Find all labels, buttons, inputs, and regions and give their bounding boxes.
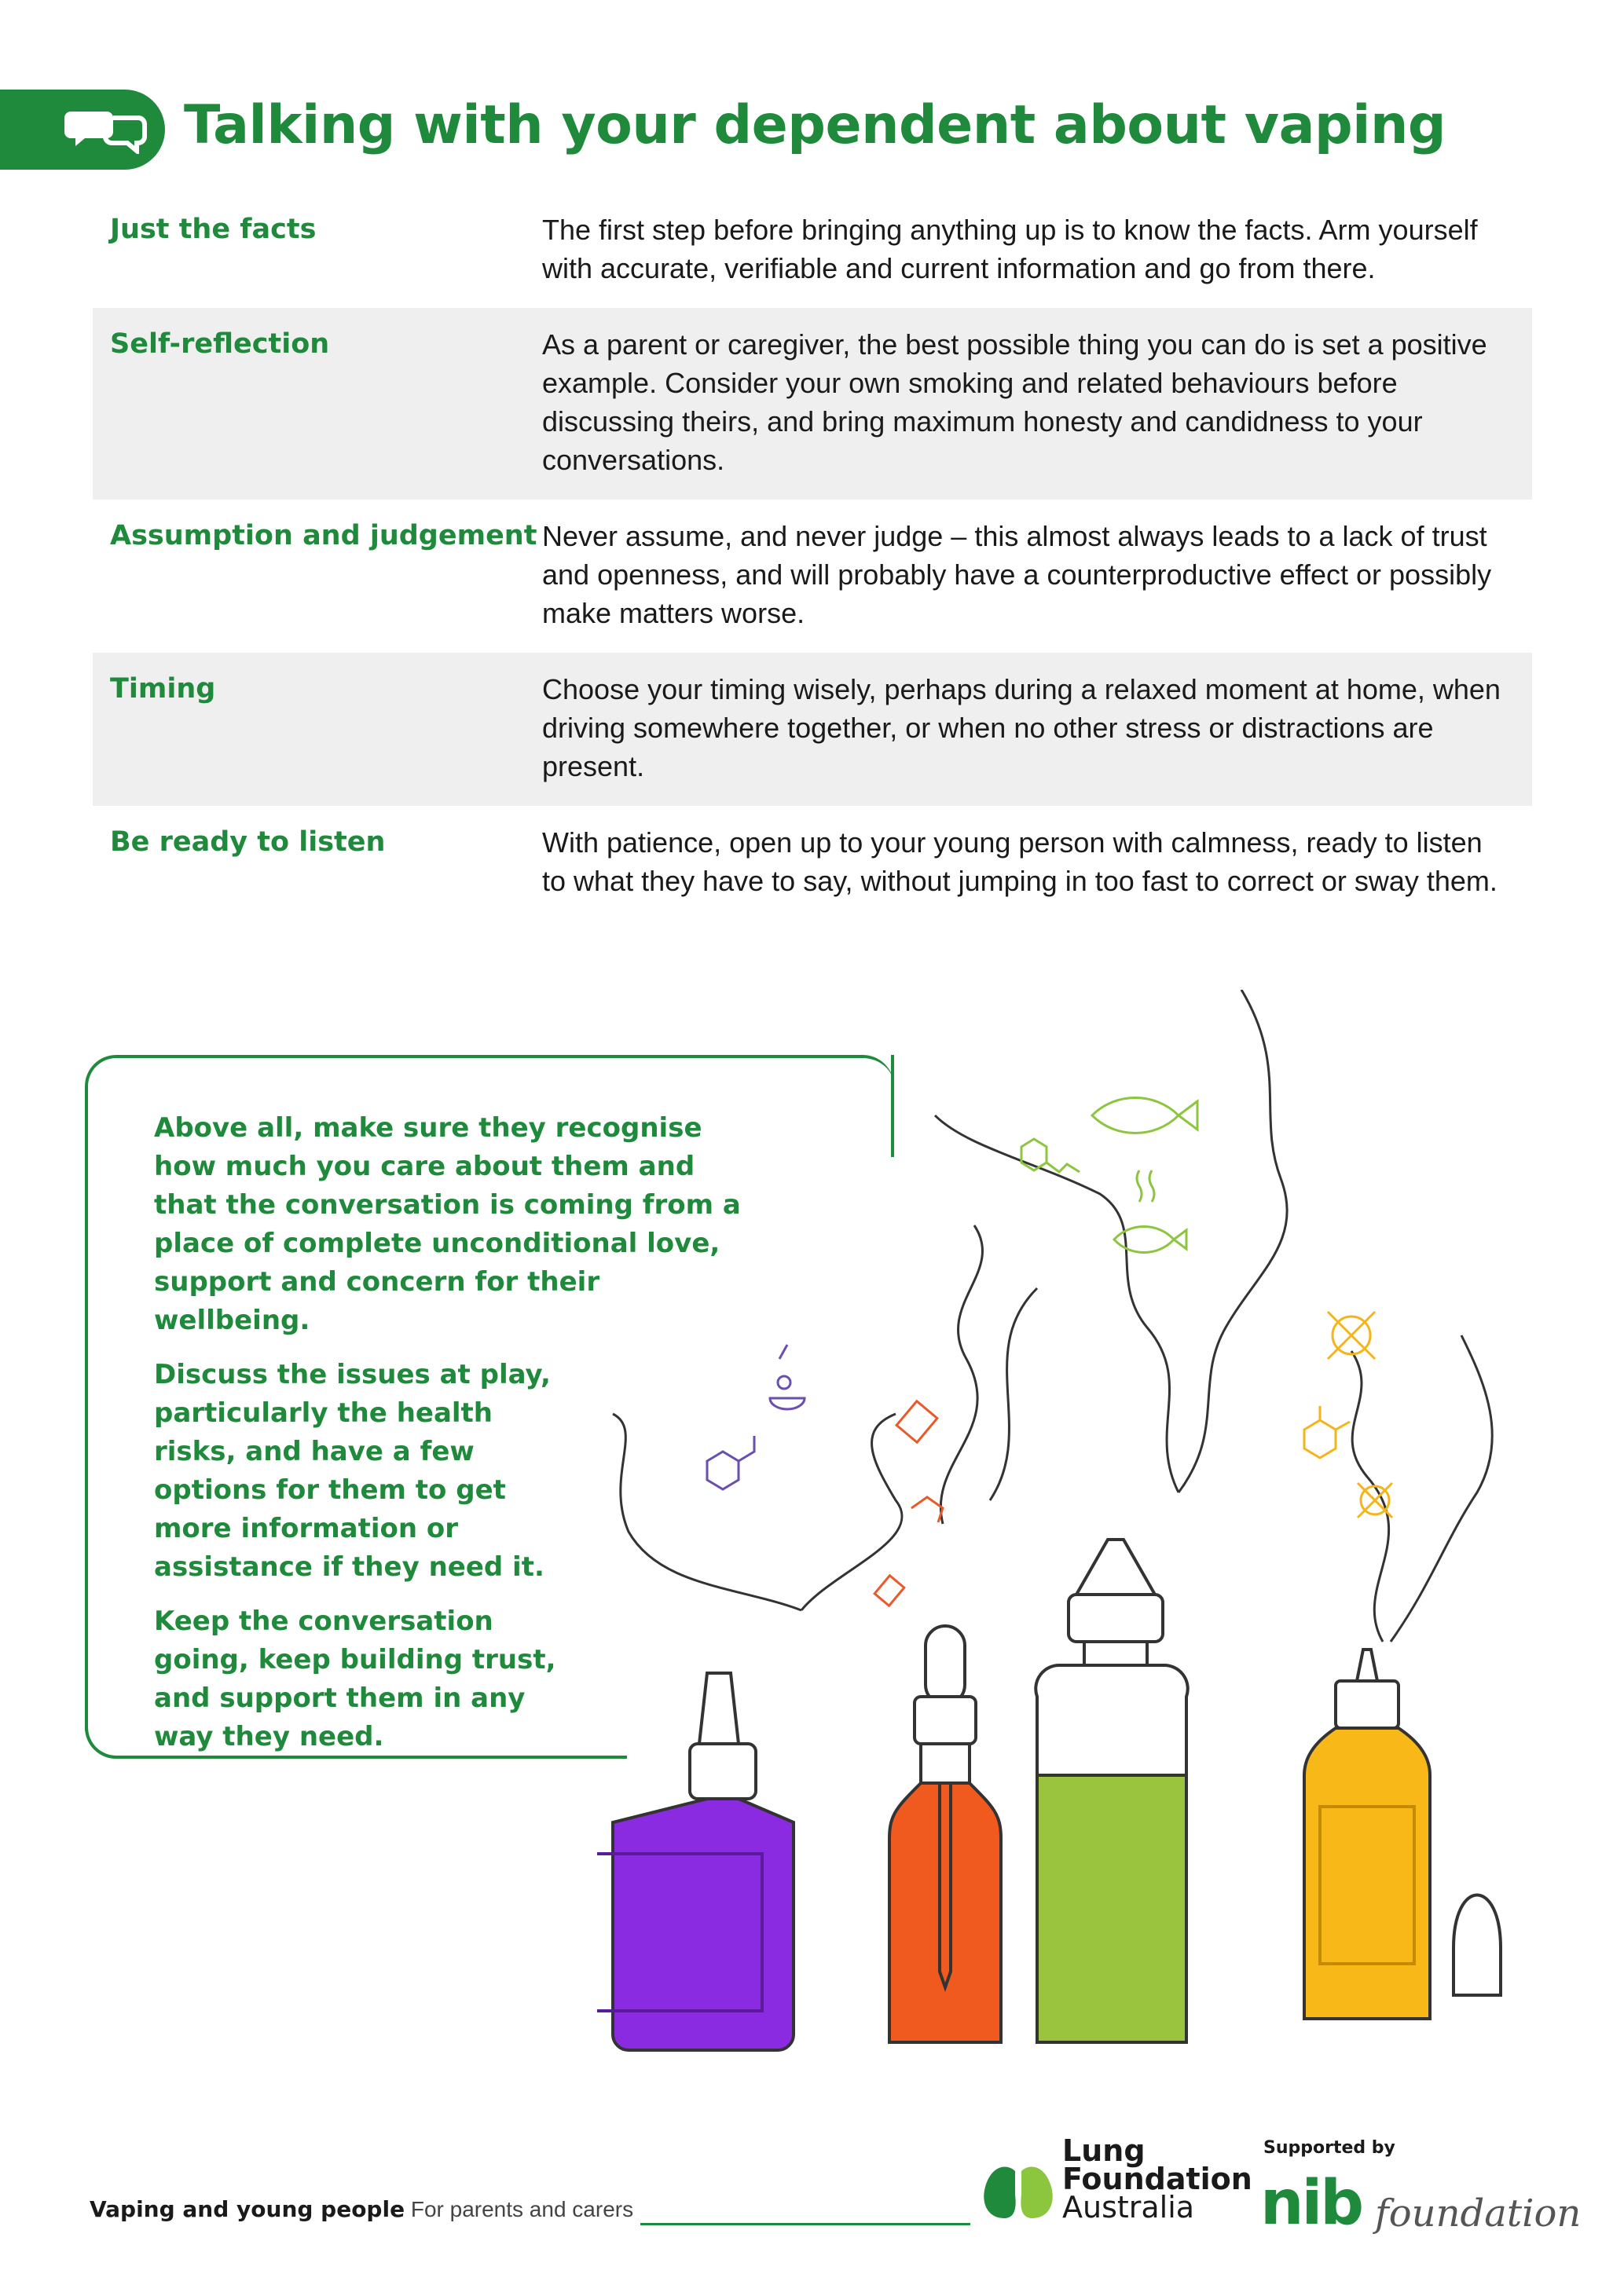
whisk-bowl-icon <box>770 1345 805 1409</box>
footer-divider <box>640 2223 970 2225</box>
purple-bottle <box>597 1673 794 2050</box>
vape-bottles-illustration <box>597 990 1556 2058</box>
callout-paragraph: Keep the conversation going, keep building trust, and support them in any way they need. <box>154 1606 556 1752</box>
chlorophenol-molecule-icon <box>1304 1406 1350 1458</box>
bottle-cap <box>1454 1895 1501 1996</box>
lfa-line: Lung <box>1062 2133 1146 2168</box>
tip-text: With patience, open up to your young person with calmness, ready to listen to what they have to say, without jumping in too fast to correct or sway them. <box>542 826 1498 897</box>
tip-row <box>93 308 1532 500</box>
orange-bottle <box>889 1626 1001 2042</box>
tip-title: Be ready to listen <box>110 826 386 858</box>
nib-foundation-logo: foundation <box>1375 2192 1582 2236</box>
tip-title: Timing <box>110 673 216 705</box>
eugenol-molecule-icon <box>1021 1139 1080 1172</box>
lfa-line: Australia <box>1062 2190 1195 2225</box>
footer-title-bold: Vaping and young people <box>90 2196 405 2222</box>
tip-title: Just the facts <box>110 214 317 245</box>
header-tab <box>0 90 165 170</box>
tip-text: As a parent or caregiver, the best possible thing you can do is set a positive example. Consider your own smoking and related behaviours before discussing theirs, and bring maximum honesty and candidness to your conversations. <box>542 328 1487 476</box>
tip-row <box>93 500 1532 653</box>
supported-by-label: Supported by <box>1263 2138 1395 2158</box>
speech-bubbles-icon <box>64 107 151 154</box>
page-title: Talking with your dependent about vaping <box>184 94 1446 156</box>
tip-title: Assumption and judgement <box>110 520 537 551</box>
callout-paragraph: Discuss the issues at play, particularly the health risks, and have a few options for them to get more information or assistance if they need it. <box>154 1359 551 1583</box>
tip-row <box>93 653 1532 806</box>
fish-icon <box>1092 1098 1197 1253</box>
bottle-tipping-icon <box>874 1401 943 1606</box>
callout-paragraph: Above all, make sure they recognise how much you care about them and that the conversation is coming from a place of complete unconditional love, support and concern for their wellbeing. <box>154 1112 741 1336</box>
tips-table <box>93 193 1532 921</box>
tip-text: Never assume, and never judge – this almost always leads to a lack of trust and openness, and will probably have a counterproductive effect or possibly make matters worse. <box>542 520 1492 629</box>
tip-row <box>93 806 1532 921</box>
tip-row <box>93 193 1532 308</box>
yellow-bottle <box>1304 1650 1430 2019</box>
smoke-wisp <box>1351 1335 1492 1642</box>
smoke-wisp <box>613 1414 902 1610</box>
lfa-line: Foundation <box>1062 2162 1252 2196</box>
benzaldehyde-molecule-icon <box>707 1436 754 1489</box>
smoke-wisp <box>935 990 1287 1492</box>
green-bottle <box>1036 1540 1187 2042</box>
nib-logo: nib <box>1260 2168 1362 2239</box>
tip-text: The first step before bringing anything up is to know the facts. Arm yourself with accurate, verifiable and current information and go from there. <box>542 214 1478 284</box>
skull-icon <box>1328 1312 1392 1518</box>
footer-subtitle: For parents and carers <box>410 2197 634 2221</box>
footer-title <box>90 2196 633 2222</box>
smoke-wisp <box>940 1225 1037 1524</box>
tip-title: Self-reflection <box>110 328 330 360</box>
lung-foundation-logo-text <box>1062 2133 1252 2225</box>
lungs-logo-icon <box>981 2135 1056 2221</box>
tip-text: Choose your timing wisely, perhaps during a relaxed moment at home, when driving somewhere together, or when no other stress or distractions are present. <box>542 673 1501 782</box>
